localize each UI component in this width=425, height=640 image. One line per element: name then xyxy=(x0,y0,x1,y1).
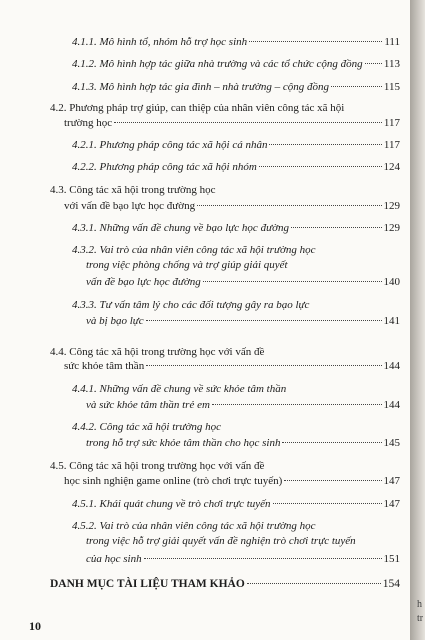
dot-leader xyxy=(269,144,381,145)
toc-page-number: 154 xyxy=(382,578,400,590)
toc-page-number: 144 xyxy=(383,399,400,411)
toc-entry-references[interactable] xyxy=(50,577,400,591)
toc-entry-line[interactable]: 4.3.2. Vai trò của nhân viên công tác xã hội trường học xyxy=(72,244,316,256)
toc-page-number: 141 xyxy=(383,315,400,327)
toc-entry-line[interactable]: 4.3. Công tác xã hội trong trường học xyxy=(50,184,216,196)
toc-entry[interactable] xyxy=(86,398,400,412)
toc-entry-line[interactable]: trong việc hỗ trợ giải quyết vấn đề nghiện trò chơi trực tuyến xyxy=(86,535,356,547)
toc-entry-title: 4.1.3. Mô hình hợp tác gia đình – nhà trường – cộng đồng xyxy=(72,81,329,93)
toc-entry[interactable] xyxy=(72,160,400,174)
toc-entry-title: vấn đề bạo lực học đường xyxy=(86,276,201,288)
toc-entry[interactable] xyxy=(64,116,400,130)
toc-entry[interactable] xyxy=(72,35,400,49)
toc-entry[interactable] xyxy=(64,359,400,373)
adjacent-page-text xyxy=(417,598,423,626)
toc-page-number: 145 xyxy=(383,437,400,449)
toc-entry-line[interactable]: 4.4.1. Những vấn đề chung về sức khỏe tâm thần xyxy=(72,383,287,395)
toc-page-number: 140 xyxy=(383,276,400,288)
toc-entry-line[interactable]: 4.5.2. Vai trò của nhân viên công tác xã hội trường học xyxy=(72,520,316,532)
toc-entry-title: 4.1.2. Mô hình hợp tác giữa nhà trường và các tổ chức cộng đồng xyxy=(72,58,363,70)
dot-leader xyxy=(144,558,382,559)
toc-page-number: 117 xyxy=(383,139,400,151)
page-number: 10 xyxy=(29,619,41,633)
dot-leader xyxy=(197,205,381,206)
dot-leader xyxy=(284,480,381,481)
toc-entry-line[interactable]: trong việc phòng chống và trợ giúp giải quyết xyxy=(86,259,288,271)
toc-entry-title: DANH MỤC TÀI LIỆU THAM KHẢO xyxy=(50,578,245,590)
dot-leader xyxy=(259,166,382,167)
adjacent-page-char: tr xyxy=(417,613,424,624)
dot-leader xyxy=(249,41,382,42)
toc-entry[interactable] xyxy=(72,57,400,71)
toc-entry-title: 4.1.1. Mô hình tổ, nhóm hỗ trợ học sinh xyxy=(72,36,248,48)
toc-entry-title: và bị bạo lực xyxy=(86,315,144,327)
dot-leader xyxy=(212,404,382,405)
toc-entry[interactable] xyxy=(86,314,400,328)
adjacent-page-edge xyxy=(410,0,425,640)
toc-entry-line[interactable]: 4.5. Công tác xã hội trong trường học với vấn đề xyxy=(50,460,265,472)
toc-entry-line[interactable]: 4.4.2. Công tác xã hội trường học xyxy=(72,421,222,433)
toc-entry[interactable] xyxy=(86,552,400,566)
toc-page-number: 147 xyxy=(383,498,400,510)
toc-entry-title: học sinh nghiện game online (trò chơi trực tuyến) xyxy=(64,475,283,487)
dot-leader xyxy=(282,442,381,443)
dot-leader xyxy=(331,86,382,87)
toc-entry-line[interactable]: 4.2. Phương pháp trợ giúp, can thiệp của nhân viên công tác xã hội xyxy=(50,102,345,114)
toc-page-number: 115 xyxy=(383,81,400,93)
toc-entry-title: 4.2.1. Phương pháp công tác xã hội cá nhân xyxy=(72,139,268,151)
dot-leader xyxy=(203,281,382,282)
toc-entry-title: với vấn đề bạo lực học đường xyxy=(64,200,196,212)
toc-entry-title: sức khỏe tâm thần xyxy=(64,360,145,372)
toc-entry-title: và sức khỏe tâm thần trẻ em xyxy=(86,399,210,411)
toc-page-number: 124 xyxy=(383,161,400,173)
dot-leader xyxy=(146,320,382,321)
toc-entry[interactable] xyxy=(86,275,400,289)
toc-entry[interactable] xyxy=(72,138,400,152)
toc-entry[interactable] xyxy=(64,474,400,488)
toc-page-number: 147 xyxy=(383,475,400,487)
toc-entry-title: 4.3.1. Những vấn đề chung về bạo lực học đường xyxy=(72,222,289,234)
dot-leader xyxy=(247,583,381,584)
toc-entry-title: trong hỗ trợ sức khỏe tâm thần cho học sinh xyxy=(86,437,281,449)
toc-entry[interactable] xyxy=(72,497,400,511)
toc-entry[interactable] xyxy=(72,221,400,235)
toc-entry-title: 4.5.1. Khái quát chung về trò chơi trực tuyến xyxy=(72,498,271,510)
dot-leader xyxy=(365,63,382,64)
toc-page-number: 129 xyxy=(383,200,400,212)
toc-entry-line[interactable]: 4.4. Công tác xã hội trong trường học với vấn đề xyxy=(50,346,265,358)
toc-page-number: 129 xyxy=(383,222,400,234)
toc-page-number: 151 xyxy=(383,553,400,565)
toc-entry-title: trường học xyxy=(64,117,113,129)
toc-entry-title: 4.2.2. Phương pháp công tác xã hội nhóm xyxy=(72,161,257,173)
toc-entry-title: của học sinh xyxy=(86,553,142,565)
toc-entry[interactable] xyxy=(72,80,400,94)
toc-entry[interactable] xyxy=(86,436,400,450)
dot-leader xyxy=(146,365,381,366)
toc-page-number: 113 xyxy=(383,58,400,70)
toc-page-number: 111 xyxy=(384,36,400,48)
dot-leader xyxy=(291,227,382,228)
toc-page-number: 144 xyxy=(383,360,400,372)
toc-page-number: 117 xyxy=(383,117,400,129)
dot-leader xyxy=(114,122,382,123)
toc-entry[interactable] xyxy=(64,199,400,213)
toc-entry-line[interactable]: 4.3.3. Tư vấn tâm lý cho các đối tượng gây ra bạo lực xyxy=(72,299,310,311)
dot-leader xyxy=(273,503,382,504)
adjacent-page-char: h xyxy=(417,599,422,610)
